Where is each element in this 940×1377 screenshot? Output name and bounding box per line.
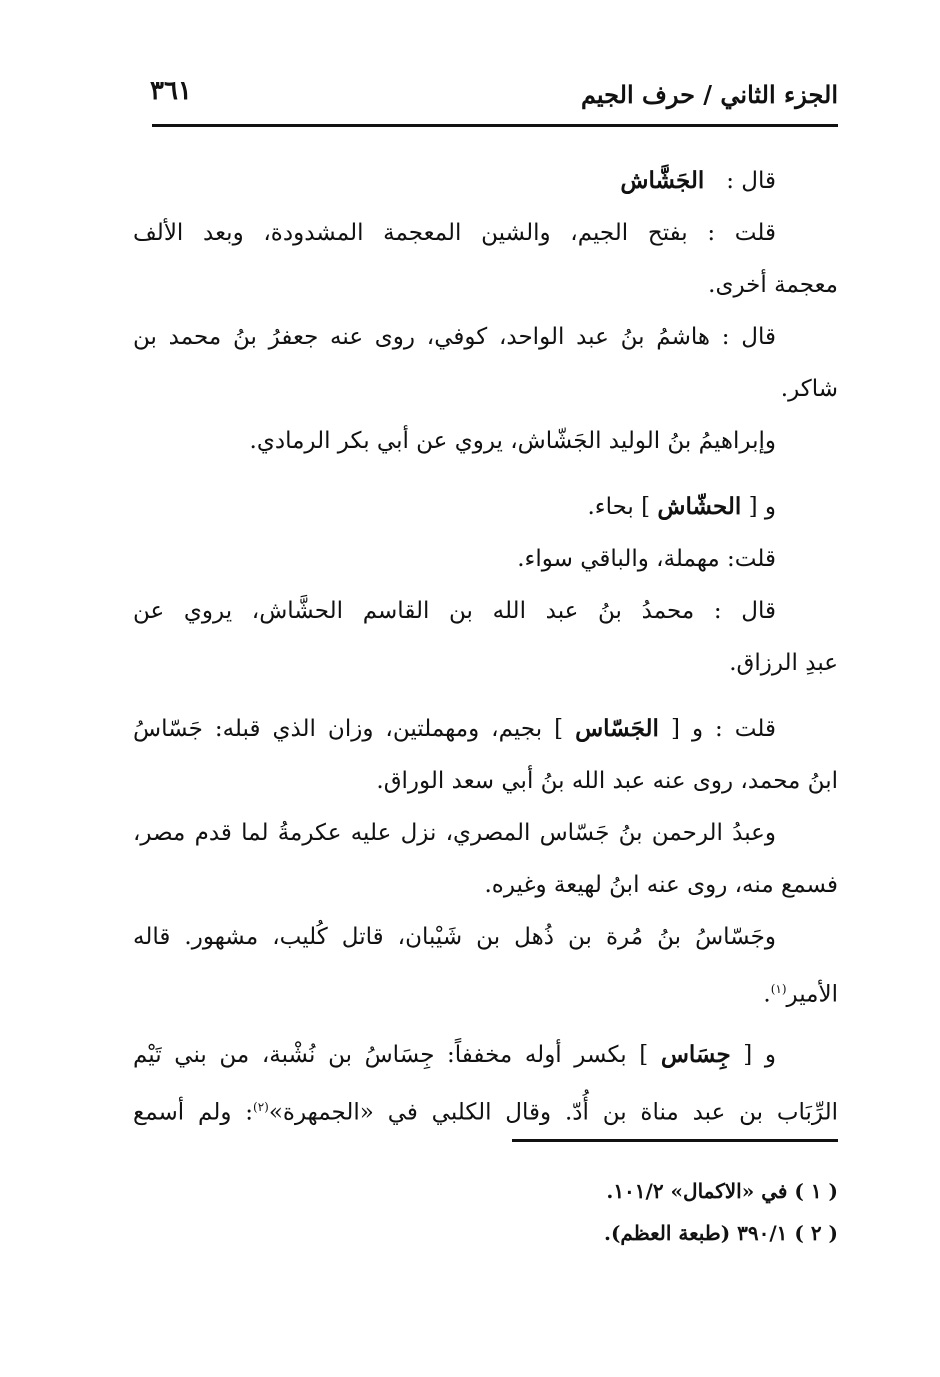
entry-heading: الحشّاش [657, 493, 742, 520]
text-line: معجمة أخرى. [708, 272, 838, 298]
line-text: قال : [726, 168, 776, 194]
text-line: قلت: مهملة، والباقي سواء. [517, 546, 776, 572]
text-line: وعبدُ الرحمن بنُ جَسّاس المصري، نزل عليه عكرمةُ لما قدم مصر، [133, 820, 776, 846]
footnote-2: ( ٢ ) ٣٩٠/١ (طبعة العظم). [603, 1221, 838, 1245]
line-text: و [ [743, 1042, 776, 1068]
entry-heading: الجَشَّاش [620, 167, 705, 194]
text-line [133, 703, 838, 755]
text-line [133, 1029, 838, 1081]
main-text [133, 155, 838, 1133]
text-line [133, 1081, 838, 1133]
text-line [133, 481, 838, 533]
footnote-1: ( ١ ) في «الاكمال» ١٠١/٢. [606, 1179, 838, 1203]
footnote-ref: (٢) [253, 1100, 269, 1114]
line-text: ] بحاء. [587, 494, 651, 520]
text-line: وجَسّاسُ بنُ مُرة بن ذُهل بن شَيْبان، قاتل كُليب، مشهور. قاله [133, 924, 776, 950]
text-line: شاكر. [780, 376, 838, 402]
footnotes [400, 1170, 838, 1254]
text-line: فسمع منه، روى عنه ابنُ لهيعة وغيره. [484, 872, 838, 898]
page-number: ٣٦١ [150, 76, 192, 106]
text-line: قال : هاشمُ بنُ عبد الواحد، كوفي، روى عنه جعفرُ بنُ محمد بن [133, 324, 776, 350]
line-text: الأمير [786, 981, 838, 1008]
line-text: . [763, 981, 771, 1008]
text-line: قلت : بفتح الجيم، والشين المعجمة المشدودة، وبعد الألف [133, 220, 776, 246]
text-line [133, 963, 838, 1015]
line-text: ] بجيم، ومهملتين، وزان الذي قبله: جَسّاسُ [133, 716, 564, 742]
line-text: قلت : و [ [670, 716, 776, 742]
text-line [133, 155, 838, 207]
page-header [150, 76, 838, 120]
footnote-ref: (١) [770, 982, 787, 996]
entry-heading: الجَسّاس [575, 715, 659, 742]
line-text: و [ [748, 494, 776, 520]
line-text: الرِّبَاب بن عبد مناة بن أُدّ. وقال الكلبي في «الجمهرة» [268, 1099, 838, 1126]
running-title: الجزء الثاني / حرف الجيم [580, 80, 838, 109]
header-rule [152, 124, 838, 127]
text-line: عبدِ الرزاق. [729, 650, 838, 676]
footnote-rule [512, 1139, 838, 1142]
line-text: ] بكسر أوله مخففاً: جِسَاسُ بن نُشْبة، من بني تَيْم [133, 1042, 649, 1068]
entry-heading: جِسَاس [660, 1041, 731, 1068]
text-line: وإبراهيمُ بنُ الوليد الجَشّاش، يروي عن أبي بكر الرمادي. [249, 428, 776, 454]
text-line: ابنُ محمد، روى عنه عبد الله بنُ أبي سعد الوراق. [376, 768, 838, 794]
text-line: قال : محمدُ بنُ عبد الله بن القاسم الحشَّاش، يروي عن [133, 598, 776, 624]
line-text: : ولم أسمع [133, 1099, 254, 1126]
